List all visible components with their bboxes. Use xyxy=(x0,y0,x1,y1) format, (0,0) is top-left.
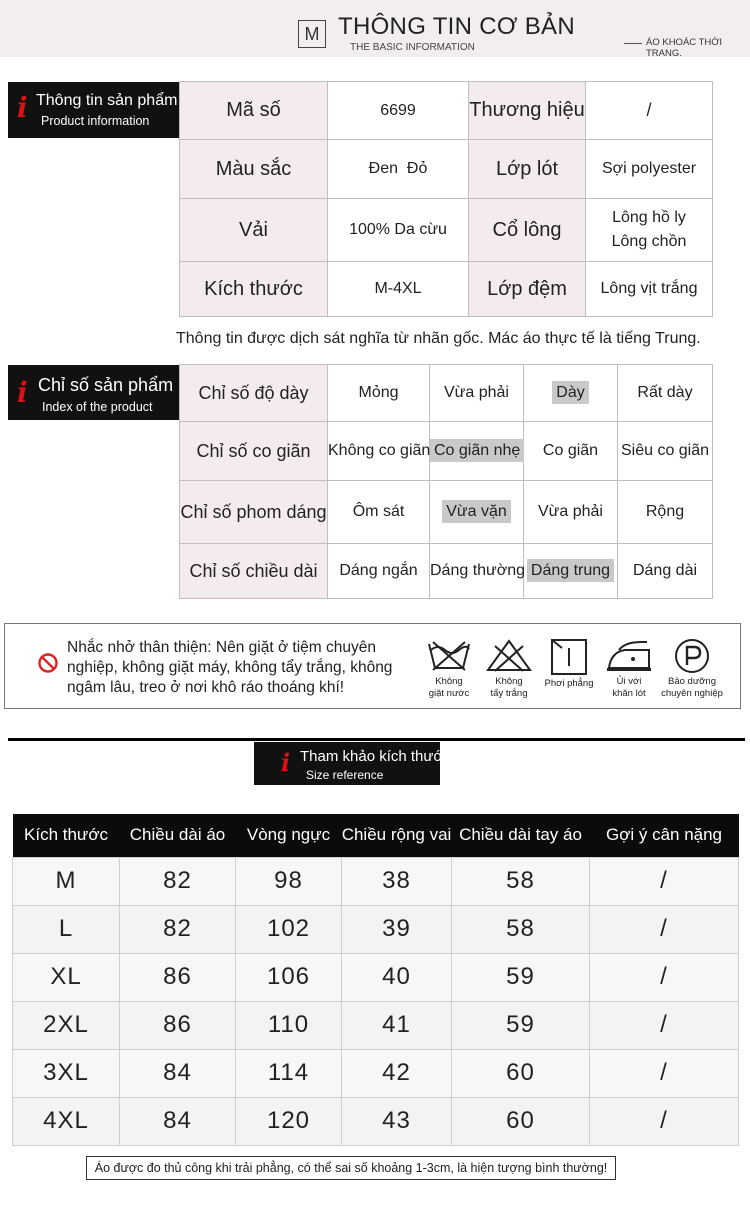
info-icon: i xyxy=(17,91,28,124)
size-reference-title: Tham khảo kích thước xyxy=(300,748,451,765)
index-option-cell xyxy=(618,481,713,544)
index-option: Dáng thường xyxy=(430,562,526,579)
info-label-color: Màu sắc xyxy=(180,140,328,199)
care-symbol-no-bleach xyxy=(482,638,536,700)
index-option-cell xyxy=(430,544,524,599)
size-cell: 38 xyxy=(342,857,452,905)
section-divider xyxy=(8,738,745,741)
size-cell: L xyxy=(13,905,120,953)
index-option: Siêu co giãn xyxy=(620,442,710,459)
size-reference-tag xyxy=(254,742,451,785)
size-cell: 98 xyxy=(236,857,342,905)
product-info-tag xyxy=(8,82,179,138)
index-label: Chỉ số chiều dài xyxy=(180,544,328,599)
index-option-cell xyxy=(328,365,430,422)
size-cell: / xyxy=(590,1001,739,1049)
index-option-cell xyxy=(524,481,618,544)
size-cell: 86 xyxy=(120,953,236,1001)
info-label-size: Kích thước xyxy=(180,262,328,317)
care-symbol-no-wash xyxy=(422,638,476,700)
info-label-code: Mã số xyxy=(180,82,328,140)
flat-dry-icon xyxy=(545,638,593,676)
page-subtitle: THE BASIC INFORMATION xyxy=(350,42,475,53)
index-option-cell xyxy=(618,365,713,422)
info-value-brand: / xyxy=(586,82,713,140)
size-cell: 110 xyxy=(236,1001,342,1049)
size-row xyxy=(13,905,739,953)
size-cell: 3XL xyxy=(13,1049,120,1097)
info-label-brand: Thương hiệu xyxy=(469,82,586,140)
index-option-cell xyxy=(524,544,618,599)
info-icon: i xyxy=(17,376,28,409)
info-label-collar: Cổ lông xyxy=(469,199,586,262)
index-option-cell xyxy=(328,422,430,481)
size-cell: 86 xyxy=(120,1001,236,1049)
index-option: Rất dày xyxy=(637,384,693,401)
info-value-size: M-4XL xyxy=(328,262,469,317)
size-cell: 84 xyxy=(120,1097,236,1145)
translation-note: Thông tin được dịch sát nghĩa từ nhãn gốc. Mác áo thực tế là tiếng Trung. xyxy=(176,330,701,347)
prohibited-icon xyxy=(37,652,59,674)
size-row xyxy=(13,953,739,1001)
size-cell: 58 xyxy=(452,905,590,953)
index-row xyxy=(180,481,713,544)
care-symbol-iron xyxy=(602,638,656,700)
care-symbol-label: Không giặt nước xyxy=(428,676,470,699)
iron-with-cloth-icon xyxy=(603,638,655,674)
size-header-cell: Vòng ngực xyxy=(236,814,342,857)
size-cell: / xyxy=(590,1049,739,1097)
index-option: Dáng ngắn xyxy=(339,562,418,579)
info-icon: i xyxy=(281,748,291,777)
page-title: THÔNG TIN CƠ BẢN xyxy=(338,13,575,40)
professional-care-icon xyxy=(668,638,716,674)
size-header-cell: Chiều rộng vai xyxy=(342,814,452,857)
size-cell: 42 xyxy=(342,1049,452,1097)
index-option-selected: Dáng trung xyxy=(527,559,614,582)
size-cell: / xyxy=(590,1097,739,1145)
size-cell: 60 xyxy=(452,1049,590,1097)
size-header-cell: Chiều dài tay áo xyxy=(452,814,590,857)
care-symbol-label: Phơi phẳng xyxy=(544,678,594,689)
product-info-subtitle: Product information xyxy=(41,114,150,128)
care-symbol-professional xyxy=(660,638,724,700)
product-index-title: Chỉ số sản phẩm xyxy=(38,375,174,395)
info-value-lining: Sợi polyester xyxy=(586,140,713,199)
index-option-cell xyxy=(430,365,524,422)
index-option: Không co giãn xyxy=(328,442,431,459)
product-info-title: Thông tin sản phẩm xyxy=(36,92,178,109)
size-cell: 84 xyxy=(120,1049,236,1097)
size-cell: 58 xyxy=(452,857,590,905)
size-cell: / xyxy=(590,857,739,905)
size-cell: 40 xyxy=(342,953,452,1001)
size-cell: 106 xyxy=(236,953,342,1001)
header-category: ÁO KHOÁC THỜI TRANG. xyxy=(646,37,723,59)
info-value-collar: Lông hồ ly Lông chồn xyxy=(586,199,713,262)
index-option: Vừa phải xyxy=(444,384,509,401)
index-option-cell xyxy=(618,544,713,599)
size-cell: 4XL xyxy=(13,1097,120,1145)
index-row xyxy=(180,422,713,481)
index-option-selected: Co giãn nhẹ xyxy=(430,439,524,462)
care-symbol-label: Ủi với khăn lót xyxy=(612,676,646,699)
index-option: Rộng xyxy=(645,503,685,520)
index-option-cell xyxy=(524,422,618,481)
care-symbol-flat-dry xyxy=(542,638,596,690)
size-table xyxy=(12,814,739,1146)
index-option-cell xyxy=(328,481,430,544)
size-cell: 59 xyxy=(452,953,590,1001)
product-index-subtitle: Index of the product xyxy=(42,400,153,414)
index-row xyxy=(180,365,713,422)
header-divider xyxy=(624,43,642,44)
care-symbol-label: Không tẩy trắng xyxy=(490,676,528,699)
info-value-padding: Lông vịt trắng xyxy=(586,262,713,317)
size-reference-subtitle: Size reference xyxy=(306,768,384,782)
size-cell: 59 xyxy=(452,1001,590,1049)
index-option: Mỏng xyxy=(358,384,399,401)
size-cell: XL xyxy=(13,953,120,1001)
care-reminder-text: Nhắc nhở thân thiện: Nên giặt ở tiệm chuyên nghiệp, không giặt máy, không tẩy trắng, không ngâm lâu, treo ở nơi khô ráo thoáng khí! xyxy=(67,639,393,696)
size-header-cell: Chiều dài áo xyxy=(120,814,236,857)
index-option-cell xyxy=(430,422,524,481)
no-wash-icon xyxy=(425,638,473,674)
info-label-padding: Lớp đệm xyxy=(469,262,586,317)
index-option: Co giãn xyxy=(542,442,599,459)
index-label: Chỉ số co giãn xyxy=(180,422,328,481)
size-cell: 102 xyxy=(236,905,342,953)
index-option-cell xyxy=(524,365,618,422)
size-header-cell: Kích thước xyxy=(13,814,120,857)
size-cell: 60 xyxy=(452,1097,590,1145)
measurement-note: Áo được đo thủ công khi trải phẳng, có thể sai số khoảng 1-3cm, là hiện tượng bình thường! xyxy=(86,1156,616,1180)
size-row xyxy=(13,1001,739,1049)
no-bleach-icon xyxy=(485,638,533,674)
size-cell: 43 xyxy=(342,1097,452,1145)
index-row xyxy=(180,544,713,599)
size-cell: 39 xyxy=(342,905,452,953)
index-option: Dáng dài xyxy=(632,562,698,579)
size-cell: 82 xyxy=(120,857,236,905)
care-instructions-box xyxy=(4,623,741,709)
size-row xyxy=(13,1049,739,1097)
size-header-cell: Gợi ý cân nặng xyxy=(590,814,739,857)
size-cell: / xyxy=(590,953,739,1001)
index-option: Vừa phải xyxy=(538,503,603,520)
index-option-selected: Vừa vặn xyxy=(442,500,511,523)
index-option-selected: Dày xyxy=(552,381,588,404)
product-info-table xyxy=(179,81,713,317)
size-cell: 82 xyxy=(120,905,236,953)
size-cell: 2XL xyxy=(13,1001,120,1049)
size-cell: 41 xyxy=(342,1001,452,1049)
size-cell: M xyxy=(13,857,120,905)
index-option-cell xyxy=(618,422,713,481)
info-value-color: Đen Đỏ xyxy=(328,140,469,199)
info-label-lining: Lớp lót xyxy=(469,140,586,199)
info-value-code: 6699 xyxy=(328,82,469,140)
product-index-table xyxy=(179,364,713,599)
brand-logo: M xyxy=(298,20,326,48)
size-row xyxy=(13,857,739,905)
index-label: Chỉ số phom dáng xyxy=(180,481,328,544)
size-cell: 114 xyxy=(236,1049,342,1097)
care-symbol-label: Bảo dưỡng chuyên nghiệp xyxy=(661,676,723,699)
info-label-fabric: Vải xyxy=(180,199,328,262)
index-label: Chỉ số độ dày xyxy=(180,365,328,422)
size-cell: 120 xyxy=(236,1097,342,1145)
size-row xyxy=(13,1097,739,1145)
index-option: Ôm sát xyxy=(352,503,405,520)
index-option-cell xyxy=(328,544,430,599)
product-index-tag xyxy=(8,365,179,420)
info-value-fabric: 100% Da cừu xyxy=(328,199,469,262)
size-cell: / xyxy=(590,905,739,953)
index-option-cell xyxy=(430,481,524,544)
header-banner xyxy=(0,0,750,57)
